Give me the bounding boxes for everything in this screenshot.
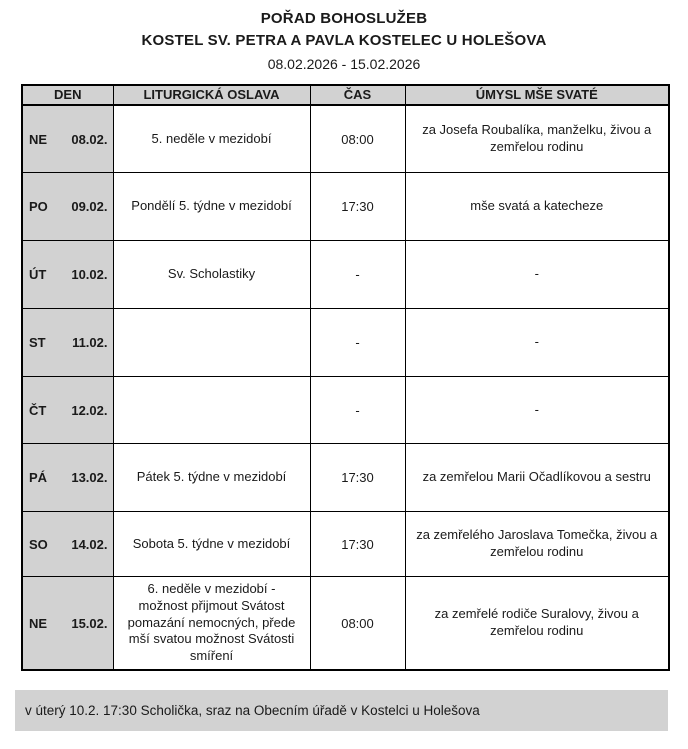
table-row bbox=[22, 377, 669, 444]
table-row bbox=[22, 444, 669, 512]
day-cell bbox=[22, 105, 113, 173]
table-row bbox=[22, 309, 669, 377]
date-range: 08.02.2026 - 15.02.2026 bbox=[267, 55, 421, 72]
time-cell: 17:30 bbox=[310, 444, 405, 512]
celebration-cell: Pátek 5. týdne v mezidobí bbox=[113, 444, 310, 512]
day-date: 10.02. bbox=[71, 267, 108, 283]
day-date: 14.02. bbox=[71, 536, 108, 552]
table-row bbox=[22, 173, 669, 241]
day-cell bbox=[22, 577, 113, 670]
time-cell: - bbox=[310, 377, 405, 444]
day-date: 08.02. bbox=[71, 131, 108, 147]
day-cell bbox=[22, 377, 113, 444]
day-abbrev: ÚT bbox=[29, 267, 47, 283]
church-name: KOSTEL SV. PETRA A PAVLA KOSTELEC U HOLEŠOVA bbox=[141, 31, 547, 49]
celebration-cell: Sobota 5. týdne v mezidobí bbox=[113, 512, 310, 577]
day-cell bbox=[22, 444, 113, 512]
column-header-den: DEN bbox=[22, 85, 113, 105]
day-abbrev: PÁ bbox=[29, 470, 48, 486]
day-abbrev: ST bbox=[29, 335, 46, 351]
intention-cell: - bbox=[405, 241, 669, 309]
table-row bbox=[22, 241, 669, 309]
celebration-cell: 6. neděle v mezidobí - možnost přijmout Svátost pomazání nemocných, přede mší svatou možnost Svátosti smíření bbox=[113, 577, 310, 670]
day-cell bbox=[22, 241, 113, 309]
time-cell: 08:00 bbox=[310, 577, 405, 670]
celebration-cell bbox=[113, 377, 310, 444]
day-abbrev: SO bbox=[29, 536, 48, 552]
intention-cell: za zemřelou Marii Očadlíkovou a sestru bbox=[405, 444, 669, 512]
day-abbrev: ČT bbox=[29, 402, 47, 418]
day-date: 09.02. bbox=[71, 199, 108, 215]
celebration-cell bbox=[113, 309, 310, 377]
day-date: 12.02. bbox=[71, 402, 108, 418]
page-title: POŘAD BOHOSLUŽEB bbox=[260, 10, 428, 27]
day-cell bbox=[22, 173, 113, 241]
celebration-cell: 5. neděle v mezidobí bbox=[113, 105, 310, 173]
intention-cell: za zemřelého Jaroslava Tomečka, živou a zemřelou rodinu bbox=[405, 512, 669, 577]
column-header-umysl: ÚMYSL MŠE SVATÉ bbox=[405, 85, 669, 105]
title-block bbox=[0, 0, 688, 74]
day-abbrev: NE bbox=[29, 615, 48, 631]
schedule-table bbox=[21, 84, 670, 671]
day-cell bbox=[22, 309, 113, 377]
table-row bbox=[22, 105, 669, 173]
footer-note: v úterý 10.2. 17:30 Scholička, sraz na Obecním úřadě v Kostelci u Holešova bbox=[15, 690, 668, 731]
time-cell: - bbox=[310, 241, 405, 309]
table-row bbox=[22, 577, 669, 670]
table-header-row bbox=[22, 85, 669, 105]
column-header-cas: ČAS bbox=[310, 85, 405, 105]
time-cell: 17:30 bbox=[310, 512, 405, 577]
day-cell bbox=[22, 512, 113, 577]
intention-cell: - bbox=[405, 377, 669, 444]
day-abbrev: PO bbox=[29, 199, 48, 215]
intention-cell: za zemřelé rodiče Suralovy, živou a zemřelou rodinu bbox=[405, 577, 669, 670]
day-date: 11.02. bbox=[72, 335, 108, 351]
day-abbrev: NE bbox=[29, 131, 48, 147]
time-cell: 08:00 bbox=[310, 105, 405, 173]
celebration-cell: Sv. Scholastiky bbox=[113, 241, 310, 309]
day-date: 13.02. bbox=[71, 470, 108, 486]
intention-cell: mše svatá a katecheze bbox=[405, 173, 669, 241]
time-cell: 17:30 bbox=[310, 173, 405, 241]
table-row bbox=[22, 512, 669, 577]
column-header-oslava: LITURGICKÁ OSLAVA bbox=[113, 85, 310, 105]
celebration-cell: Pondělí 5. týdne v mezidobí bbox=[113, 173, 310, 241]
time-cell: - bbox=[310, 309, 405, 377]
intention-cell: - bbox=[405, 309, 669, 377]
intention-cell: za Josefa Roubalíka, manželku, živou a zemřelou rodinu bbox=[405, 105, 669, 173]
day-date: 15.02. bbox=[71, 615, 108, 631]
